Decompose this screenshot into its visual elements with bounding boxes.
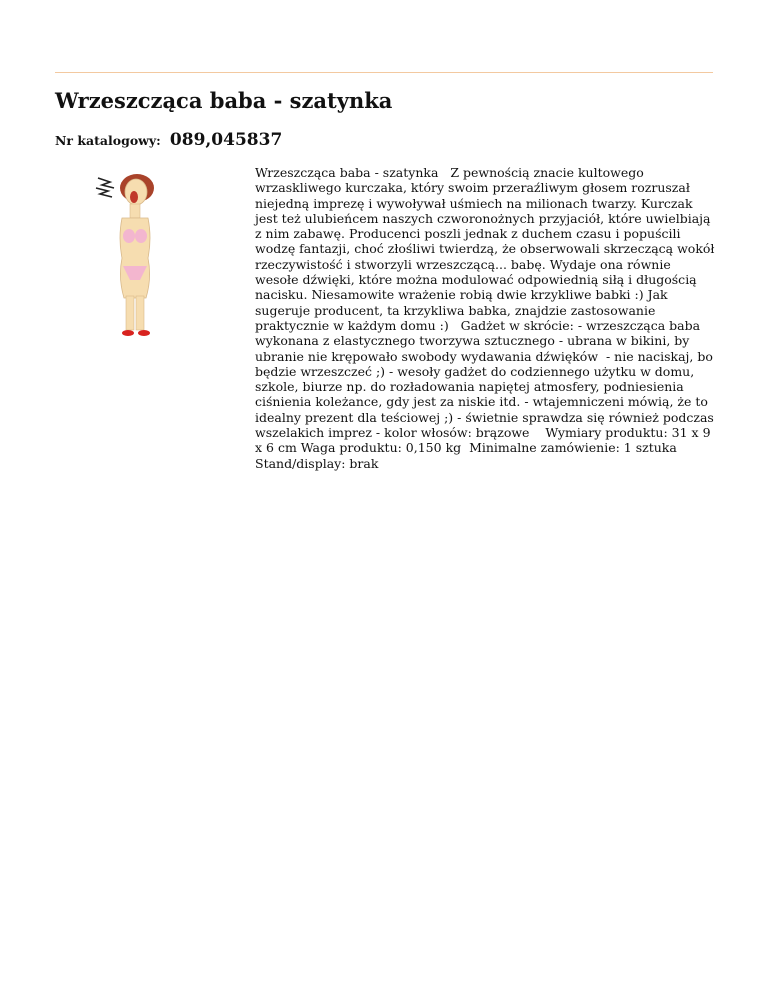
open-mouth (130, 191, 138, 203)
product-title: Wrzeszcząca baba - szatynka (55, 88, 393, 113)
product-description: Wrzeszcząca baba - szatynka Z pewnością znacie kultowego wrzaskliwego kurczaka, który swoim przeraźliwym głosem rozruszał niejedną imprezę i wywoływał uśmiech na milionach twarzy. Kurczak jest też ulubieńcem naszych czworonożnych przyjaciół, które uwielbiają z nim zabawę. Producenci poszli jednak z duchem czasu i popuścili wodzę fantazji, choć złośliwi twierdzą, że obserwowali skrzeczącą wokół rzeczywistość i stworzyli wrzeszczącą... babę. Wydaje ona równie wesołe dźwięki, które można modulować odpowiednią siłą i długością nacisku. Niesamowite wrażenie robią dwie krzykliwe babki :) Jak sugeruje producent, ta krzykliwa babka, znajdzie zastosowanie praktycznie w każdym domu :) Gadżet w skrócie: - wrzeszcząca baba wykonana z elastycznego tworzywa sztucznego - ubrana w bikini, by ubranie nie krępowało swobody wydawania dźwięków - nie naciskaj, bo będzie wrzeszczeć ;) - wesoły gadżet do codziennego użytku w domu, szkole, biurze np. do rozładowania napiętej atmosfery, podniesienia ciśnienia koleżance, gdy jest za niskie itd. - wtajemniczeni mówią, że to idealny prezent dla teściowej ;) - świetnie sprawdza się również podczas wszelakich imprez - kolor włosów: brązowe Wymiary produktu: 31 x 9 x 6 cm Waga produktu: 0,150 kg Minimalne zamówienie: 1 sztuka Stand/display: brak (255, 165, 719, 471)
body (120, 218, 150, 298)
screaming-doll-illustration (88, 168, 200, 346)
neck (130, 204, 140, 218)
right-shoe (138, 330, 150, 336)
product-image (88, 168, 200, 346)
bikini-top-right (135, 229, 147, 243)
header-divider (55, 72, 713, 73)
catalog-number-label: Nr katalogowy: (55, 133, 161, 148)
catalog-number-value: 089,045837 (169, 130, 283, 150)
left-shoe (122, 330, 134, 336)
left-leg (126, 296, 134, 330)
scream-lines-icon (96, 178, 114, 197)
bikini-top-left (123, 229, 135, 243)
catalog-number-row (55, 130, 282, 150)
right-leg (136, 296, 144, 330)
